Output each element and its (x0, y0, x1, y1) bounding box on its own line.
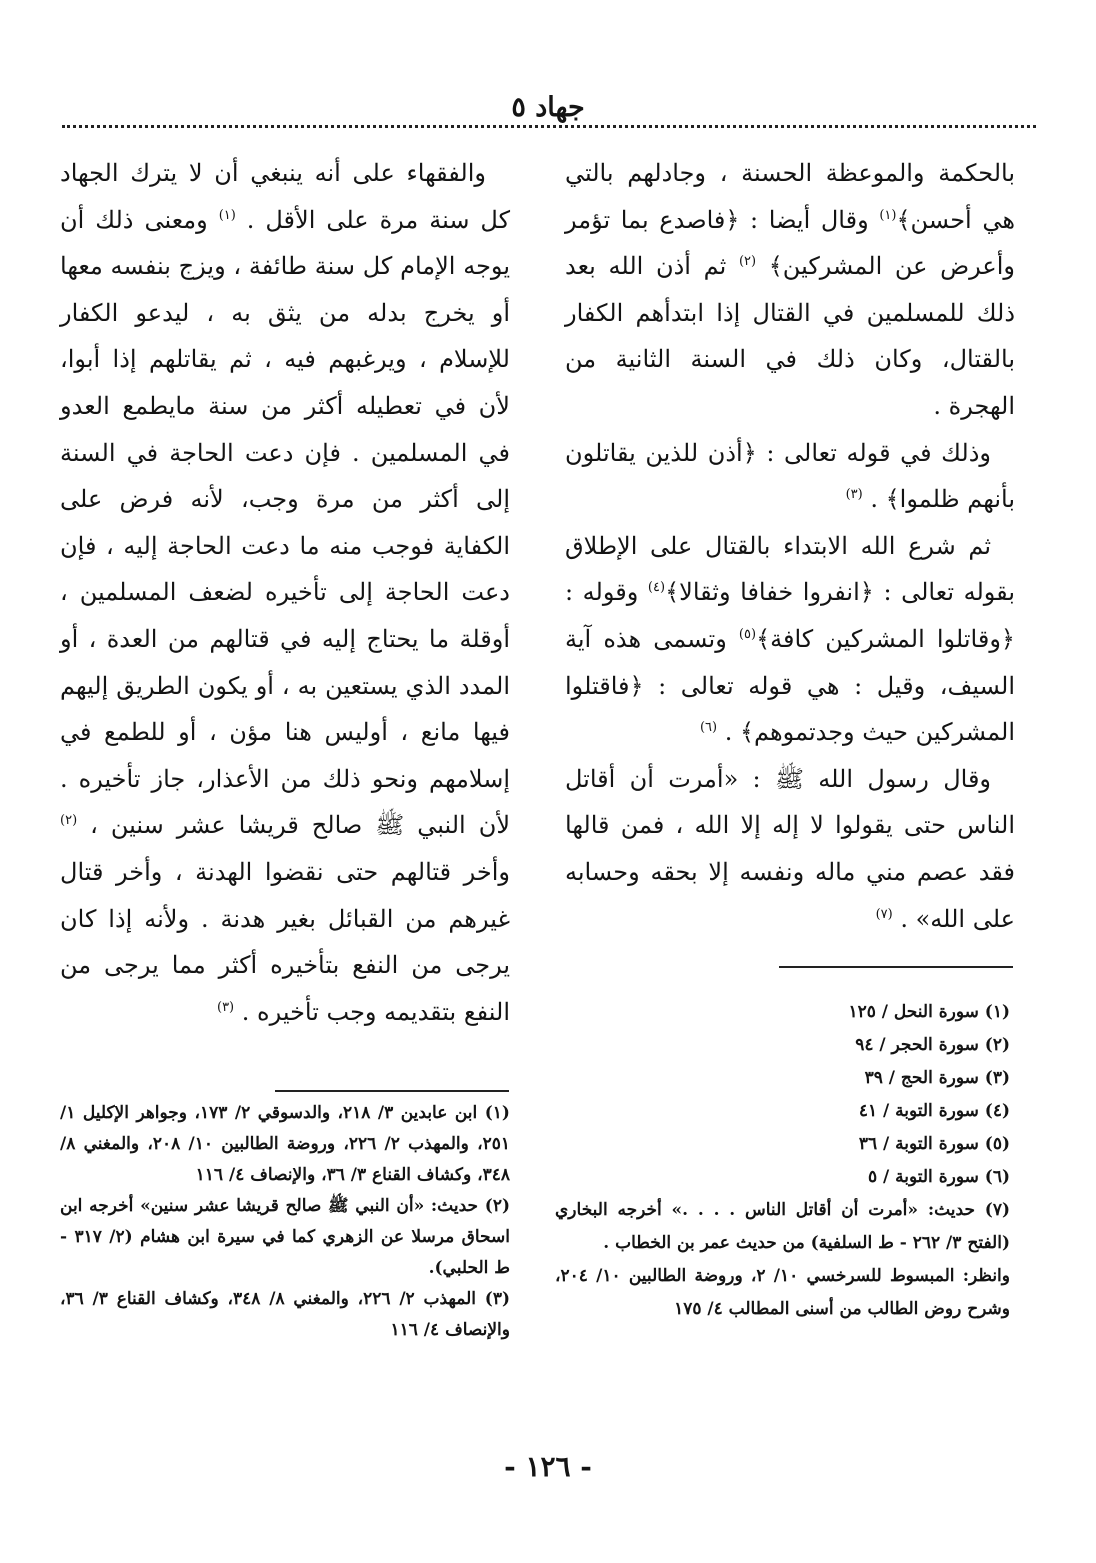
footnote-divider (275, 1090, 509, 1092)
paragraph: بالحكمة والموعظة الحسنة ، وجادلهم بالتي هي أحسن﴾$^{(١)}$ وقال أيضا : ﴿فاصدع بما تؤمر وأعرض عن المشركين﴾ $^{(٢)}$ ثم أذن الله بعد ذلك للمسلمين في القتال إذا ابتدأهم الكفار بالقتال، وكان ذلك في السنة الثانية من الهجرة . (565, 159, 1015, 420)
page-number: - ١٢٦ - (504, 1450, 592, 1483)
footnote-ref[interactable]: (٤) (647, 580, 666, 596)
footnote: (٦) سورة التوبة / ٥ (867, 1167, 1010, 1187)
page-header: جهاد ٥ (511, 92, 585, 123)
footnote: (٤) سورة التوبة / ٤١ (858, 1101, 1010, 1121)
left-column (60, 150, 510, 1035)
footnote-divider (779, 966, 1013, 968)
footnote-ref[interactable]: (٣) (216, 999, 235, 1015)
footnote-ref[interactable]: (٧) (875, 906, 893, 922)
paragraph: والفقهاء على أنه ينبغي أن لا يترك الجهاد كل سنة مرة على الأقل . $^{(١)}$ ومعنى ذلك أن يوجه الإمام كل سنة طائفة ، ويزج بنفسه معها أو يخرج بدله من يثق به ، ليدعو الكفار للإسلام ، ويرغبهم فيه ، ثم يقاتلهم إذا أبوا، لأن في تعطيله أكثر من سنة مايطمع العدو في المسلمين . فإن دعت الحاجة في السنة إلى أكثر من مرة وجب، لأنه فرض على الكفاية فوجب منه ما دعت الحاجة إليه ، فإن دعت الحاجة إلى تأخيره لضعف المسلمين ، أوقلة ما يحتاج إليه في قتالهم من العدة ، أو المدد الذي يستعين به ، أو يكون الطريق إليهم فيها مانع ، أوليس هنا مؤن ، أو للطمع في إسلامهم ونحو ذلك من الأعذار، جاز تأخيره . لأن النبي ﷺ صالح قريشا عشر سنين ، $^{(٢)}$ وأخر قتالهم حتى نقضوا الهدنة ، وأخر قتال غيرهم من القبائل بغير هدنة . ولأنه إذا كان يرجى من النفع بتأخيره أكثر مما يرجى من النفع بتقديمه وجب تأخيره . $^{(٣)}$ (60, 159, 511, 1026)
footnote-ref[interactable]: (٦) (699, 720, 718, 736)
footnote-ref[interactable]: (٥) (738, 626, 757, 642)
footnote: (٢) سورة الحجر / ٩٤ (855, 1035, 1010, 1055)
right-column (565, 150, 1015, 942)
footnotes-left (60, 1098, 510, 1346)
footnote-ref[interactable]: (١) (218, 207, 236, 223)
footnote-continuation: وانظر: المبسوط للسرخسي ١٠/ ٢، وروضة الطالبين ١٠/ ٢٠٤، وشرح روض الطالب من أسنى المطالب ٤/ ١٧٥ (555, 1266, 1010, 1319)
footnote: (٢) حديث: «أن النبي ﷺ صالح قريشا عشر سنين» أخرجه ابن اسحاق مرسلا عن الزهري كما في سيرة ابن هشام (٢/ ٣١٧ - ط الحلبي). (60, 1196, 510, 1278)
footnote: (١) ابن عابدين ٣/ ٢١٨، والدسوقي ٢/ ١٧٣، وجواهر الإكليل ١/ ٢٥١، والمهذب ٢/ ٢٢٦، وروضة الطالبين ١٠/ ٢٠٨، والمغني ٨/ ٣٤٨، وكشاف القناع ٣/ ٣٦، والإنصاف ٤/ ١١٦ (60, 1103, 511, 1185)
header-divider (62, 125, 1036, 128)
paragraph: وقال رسول الله ﷺ : «أمرت أن أقاتل الناس حتى يقولوا لا إله إلا الله ، فمن قالها فقد عصم مني ماله ونفسه إلا بحقه وحسابه على الله» . $^{(٧)}$ (565, 764, 1015, 933)
footnotes-right (555, 996, 1010, 1326)
paragraph: ثم شرع الله الابتداء بالقتال على الإطلاق بقوله تعالى : ﴿انفروا خفافا وثقالا﴾$^{(٤)}$ وقوله : ﴿وقاتلوا المشركين كافة﴾$^{(٥)}$ وتسمى هذه آية السيف، وقيل : هي قوله تعالى : ﴿فاقتلوا المشركين حيث وجدتموهم﴾ . $^{(٦)}$ (565, 531, 1015, 747)
footnote-ref[interactable]: (١) (879, 207, 897, 223)
footnote: (٣) سورة الحج / ٣٩ (864, 1068, 1010, 1088)
footnote-ref[interactable]: (٢) (60, 813, 78, 829)
footnote: (٧) حديث: «أمرت أن أقاتل الناس . . . .» أخرجه البخاري (الفتح ٣/ ٢٦٢ - ط السلفية) من حديث عمر بن الخطاب . (555, 1200, 1010, 1253)
footnote-ref[interactable]: (٢) (738, 254, 757, 270)
paragraph: وذلك في قوله تعالى : ﴿أذن للذين يقاتلون بأنهم ظلموا﴾ . $^{(٣)}$ (565, 438, 1015, 514)
footnote: (١) سورة النحل / ١٢٥ (848, 1002, 1010, 1022)
footnote: (٥) سورة التوبة / ٣٦ (858, 1134, 1010, 1154)
footnote: (٣) المهذب ٢/ ٢٢٦، والمغني ٨/ ٣٤٨، وكشاف القناع ٣/ ٣٦، والإنصاف ٤/ ١١٦ (60, 1289, 511, 1340)
footnote-ref[interactable]: (٣) (845, 487, 863, 503)
